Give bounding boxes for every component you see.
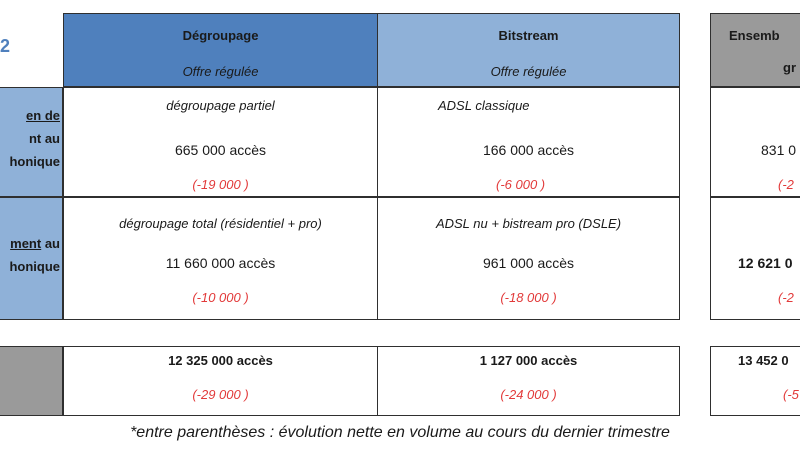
cell-count: 12 621 0 — [738, 255, 793, 271]
cell-r2-ensemble — [710, 197, 800, 320]
header-ensemble-title-2: gr — [783, 60, 796, 75]
total-degroupage — [63, 346, 378, 416]
total-ensemble — [710, 346, 800, 416]
cell-r1-bitstream — [377, 87, 680, 197]
cell-type: ADSL classique — [438, 98, 530, 113]
cell-count: 831 0 — [761, 142, 797, 158]
cell-count: 961 000 accès — [482, 255, 575, 271]
header-degroupage-title: Dégroupage — [182, 28, 259, 43]
cell-r2-degroupage — [63, 197, 378, 320]
cell-delta: (-6 000 ) — [496, 177, 546, 192]
row-label-1-line-3: honique — [9, 154, 60, 169]
total-count: 1 127 000 accès — [479, 353, 578, 368]
total-bitstream — [377, 346, 680, 416]
cell-r2-bitstream — [377, 197, 680, 320]
header-bitstream — [377, 13, 680, 87]
corner-mark: 2 — [0, 36, 11, 56]
cell-r1-ensemble — [710, 87, 800, 197]
header-degroupage — [63, 13, 378, 87]
header-bitstream-title: Bitstream — [498, 28, 559, 43]
cell-count: 166 000 accès — [482, 142, 575, 158]
cell-delta: (-10 000 ) — [192, 290, 249, 305]
cell-r1-degroupage — [63, 87, 378, 197]
footnote: *entre parenthèses : évolution nette en volume au cours du dernier trimestre — [130, 424, 670, 441]
cell-type: dégroupage partiel — [166, 98, 275, 113]
cell-type: dégroupage total (résidentiel + pro) — [119, 216, 322, 231]
cell-type: ADSL nu + bistream pro (DSLE) — [435, 216, 622, 231]
header-ensemble — [710, 13, 800, 87]
total-count: 12 325 000 accès — [168, 353, 273, 368]
row-label-2-line-1: ment au — [10, 236, 60, 251]
row-label-1-line-1: en de — [26, 108, 60, 123]
total-delta: (-5 — [783, 387, 799, 402]
cell-delta: (-19 000 ) — [192, 177, 249, 192]
header-ensemble-title: Ensemb — [729, 28, 780, 43]
cell-delta: (-18 000 ) — [500, 290, 557, 305]
row-label-1 — [0, 87, 63, 197]
total-count: 13 452 0 — [738, 353, 789, 368]
cell-delta: (-2 — [778, 177, 794, 192]
total-delta: (-29 000 ) — [192, 387, 249, 402]
header-bitstream-subtitle: Offre régulée — [490, 64, 567, 79]
total-delta: (-24 000 ) — [500, 387, 557, 402]
cell-count: 11 660 000 accès — [165, 255, 276, 271]
total-label — [0, 346, 63, 416]
row-label-2 — [0, 197, 63, 320]
cell-count: 665 000 accès — [174, 142, 267, 158]
row-label-1-line-2: nt au — [28, 131, 60, 146]
cell-delta: (-2 — [778, 290, 794, 305]
row-label-2-line-2: honique — [9, 259, 60, 274]
header-degroupage-subtitle: Offre régulée — [182, 64, 259, 79]
